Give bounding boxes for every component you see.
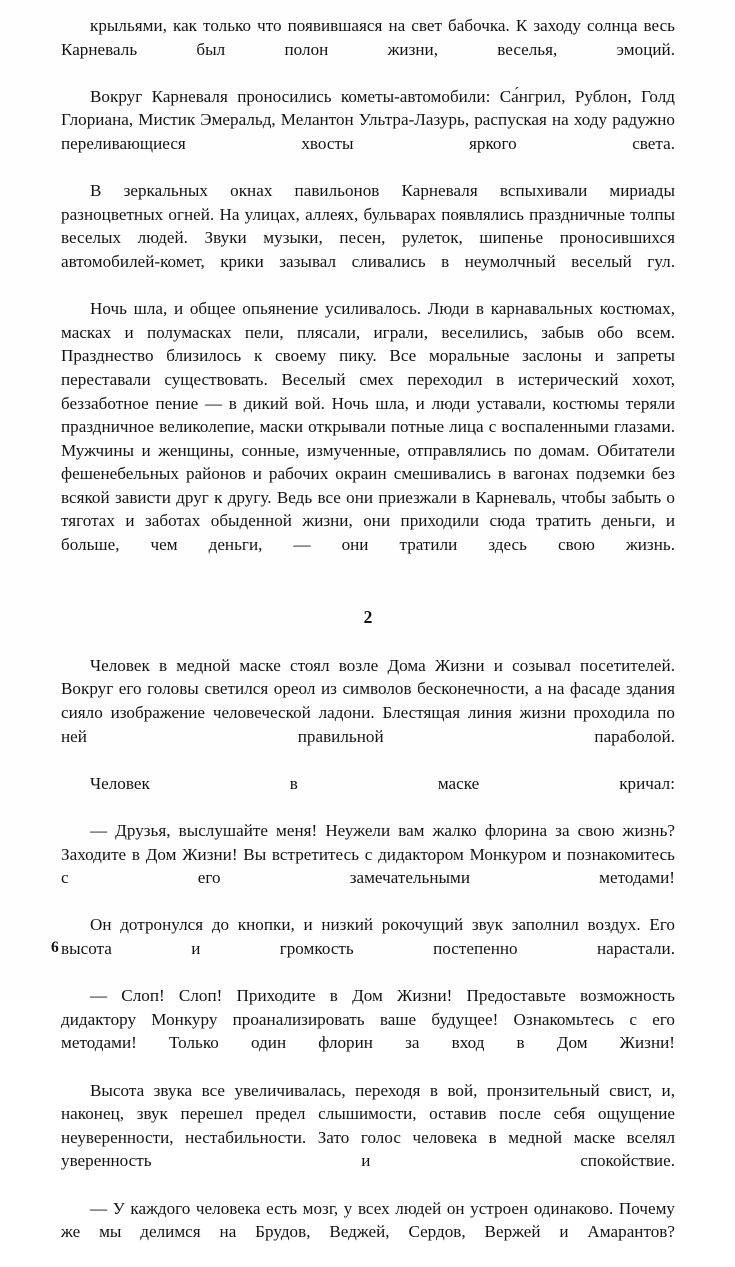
chapter-number: 2 xyxy=(61,606,675,630)
paragraph: Ночь шла, и общее опьянение усиливалось. Люди в карнавальных костюмах, масках и полумасках пели, плясали, играли, веселились, забыв обо всем. Празднество близилось к своему пику. Все моральные заслоны и запреты переставали существовать. Веселый смех переходил в истерический хохот, беззаботное пение — в дикий вой. Ночь шла, и люди уставали, костюмы теряли праздничное великолепие, маски открывали потные лица с воспаленными глазами. Мужчины и женщины, сонные, измученные, отправлялись по домам. Обитатели фешенебельных районов и рабочих окраин смешивались в вагонах подземки без всякой зависти друг к другу. Ведь все они приезжали в Карневаль, чтобы забыть о тяготах и заботах обыденной жизни, они приходили сюда тратить деньги, и больше, чем деньги, — они тратили здесь свою жизнь. xyxy=(61,297,675,580)
chapter-spacer-bottom xyxy=(61,630,675,654)
paragraph: Высота звука все увеличивалась, переходя в вой, пронзительный свист, и, наконец, звук перешел предел слышимости, оставив после себя ощущение неуверенности, нестабильности. Зато голос человека в медной маске вселял уверенность и спокойствие. xyxy=(61,1079,675,1197)
paragraph: Он дотронулся до кнопки, и низкий рокочущий звук заполнил воздух. Его высота и громкость постепенно нарастали. xyxy=(61,913,675,984)
paragraph: Вокруг Карневаля проносились кометы-автомобили: Са́нгрил, Рублон, Голд Глориана, Мистик Эмеральд, Мелантон Ультра-Лазурь, распуская на ходу радужно переливающиеся хвосты яркого света. xyxy=(61,85,675,179)
paragraph: — Друзья, выслушайте меня! Неужели вам жалко флорина за свою жизнь? Заходите в Дом Жизни! Вы встретитесь с дидактором Монкуром и познакомитесь с его замечательными методами! xyxy=(61,819,675,913)
paragraph: — Слоп! Слоп! Приходите в Дом Жизни! Предоставьте возможность дидактору Монкуру проанализировать ваше будущее! Ознакомьтесь с его методами! Только один флорин за вход в Дом Жизни! xyxy=(61,984,675,1078)
paragraph: — У каждого человека есть мозг, у всех людей он устроен одинаково. Почему же мы делимся на Брудов, Веджей, Сердов, Вержей и Амарантов? xyxy=(61,1197,675,1267)
text-column xyxy=(61,14,675,1267)
paragraph: Человек в медной маске стоял возле Дома Жизни и созывал посетителей. Вокруг его головы светился ореол из символов бесконечности, а на фасаде здания сияло изображение человеческой ладони. Блестящая линия жизни проходила по ней правильной параболой. xyxy=(61,654,675,772)
chapter-spacer-top xyxy=(61,580,675,606)
paragraph: крыльями, как только что появившаяся на свет бабочка. К заходу солнца весь Карневаль был полон жизни, веселья, эмоций. xyxy=(61,14,675,85)
page-number: 6 xyxy=(51,939,59,957)
paragraph: Человек в маске кричал: xyxy=(61,772,675,819)
paragraph: В зеркальных окнах павильонов Карневаля вспыхивали мириады разноцветных огней. На улицах, аллеях, бульварах появлялись праздничные толпы веселых людей. Звуки музыки, песен, рулеток, шипенье проносившихся автомобилей-комет, крики зазывал сливались в неумолчный веселый гул. xyxy=(61,179,675,297)
